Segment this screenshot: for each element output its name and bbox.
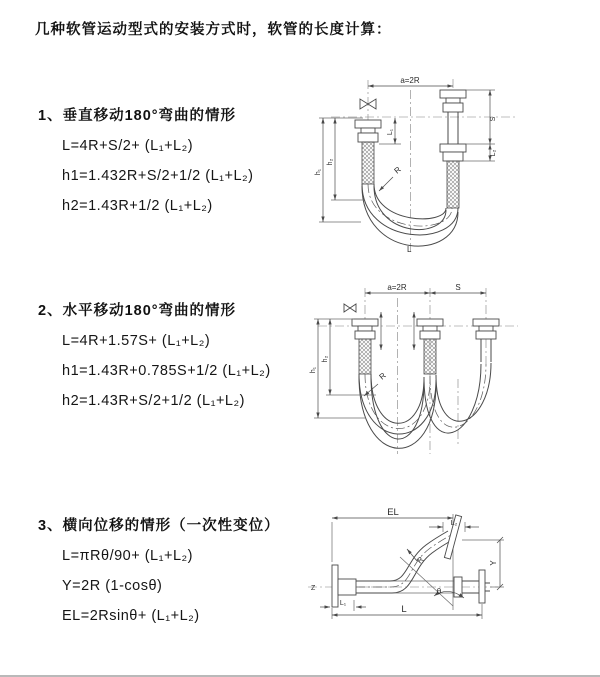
dim-label-r: R xyxy=(377,370,388,382)
fixed-end-mark: Z xyxy=(311,585,316,592)
dim-label-l1: L₁ xyxy=(339,600,347,607)
section-lateral-displacement xyxy=(38,516,280,626)
dim-label-l2: L₂ xyxy=(450,520,458,527)
dim-label-h2: h₂ xyxy=(322,355,329,363)
left-hose-end-fitting xyxy=(355,120,381,184)
dim-label-h2: h₂ xyxy=(327,158,334,166)
dim-label-l2: L₂ xyxy=(490,149,497,157)
formula-L: L=4R+1.57S+ (L₁+L₂) xyxy=(62,333,211,349)
formula-h2: h2=1.43R+1/2 (L₁+L₂) xyxy=(62,198,213,214)
diagram-horizontal-180-bend xyxy=(306,284,600,460)
dimension-l2 xyxy=(463,144,497,161)
dimension-l xyxy=(332,604,482,619)
radius-callout xyxy=(364,371,388,396)
left-hose-end-fitting xyxy=(352,319,378,374)
dimension-a-2r xyxy=(368,76,453,86)
diagram-lateral-displacement xyxy=(296,500,600,632)
formula-h1: h1=1.43R+0.785S+1/2 (L₁+L₂) xyxy=(62,363,271,379)
section-vertical-180 xyxy=(38,106,254,216)
dim-label-h1: h₁ xyxy=(315,168,322,176)
dim-label-l-bottom: L xyxy=(407,245,412,254)
formula-h1: h1=1.432R+S/2+1/2 (L₁+L₂) xyxy=(62,168,254,184)
dim-label-theta: θ xyxy=(436,587,442,596)
formula-L: L=πRθ/90+ (L₁+L₂) xyxy=(62,548,193,564)
section-1-heading: 1、垂直移动180°弯曲的情形 xyxy=(38,108,237,124)
dimension-l1 xyxy=(320,600,366,611)
radius-callout xyxy=(379,165,403,191)
page-title: 几种软管运动型式的安装方式时，软管的长度计算： xyxy=(35,22,392,38)
hose-u-shape xyxy=(362,184,458,246)
section-3-heading: 3、横向位移的情形（一次性变位） xyxy=(38,518,280,534)
formula-Y: Y=2R (1-cosθ) xyxy=(62,578,163,594)
centerlines xyxy=(318,288,518,454)
dim-label-s: S xyxy=(490,116,497,122)
dimension-h2 xyxy=(327,118,363,200)
diagram-vertical-180-bend xyxy=(313,74,598,258)
dim-label-r: R xyxy=(415,554,426,566)
section-2-heading: 2、水平移动180°弯曲的情形 xyxy=(38,303,237,319)
dimension-h1 xyxy=(315,118,363,222)
right-hose-end-fitting xyxy=(440,90,466,208)
dim-label-l1: L₁ xyxy=(387,128,394,136)
dim-label-r: R xyxy=(392,164,403,176)
dimension-a-2r xyxy=(365,283,430,293)
section-horizontal-180 xyxy=(38,301,271,411)
middle-hose-end-fitting xyxy=(417,319,443,374)
formula-EL: EL=2Rsinθ+ (L₁+L₂) xyxy=(62,608,200,624)
dimension-el xyxy=(332,507,453,562)
dim-label-a2r: a=2R xyxy=(387,283,407,292)
dimension-l1 xyxy=(379,118,401,144)
valve-icon xyxy=(344,304,356,312)
dim-label-s: S xyxy=(455,283,461,292)
formula-h2: h2=1.43R+S/2+1/2 (L₁+L₂) xyxy=(62,393,245,409)
dimension-s xyxy=(430,283,486,293)
dim-label-y: Y xyxy=(489,560,498,566)
dim-label-el: EL xyxy=(387,507,399,518)
dim-label-h1: h₁ xyxy=(310,366,317,374)
formula-L: L=4R+S/2+ (L₁+L₂) xyxy=(62,138,194,154)
dim-label-l: L xyxy=(401,604,407,615)
original-position-pipe xyxy=(356,570,490,603)
dim-label-a2r: a=2R xyxy=(400,76,420,85)
